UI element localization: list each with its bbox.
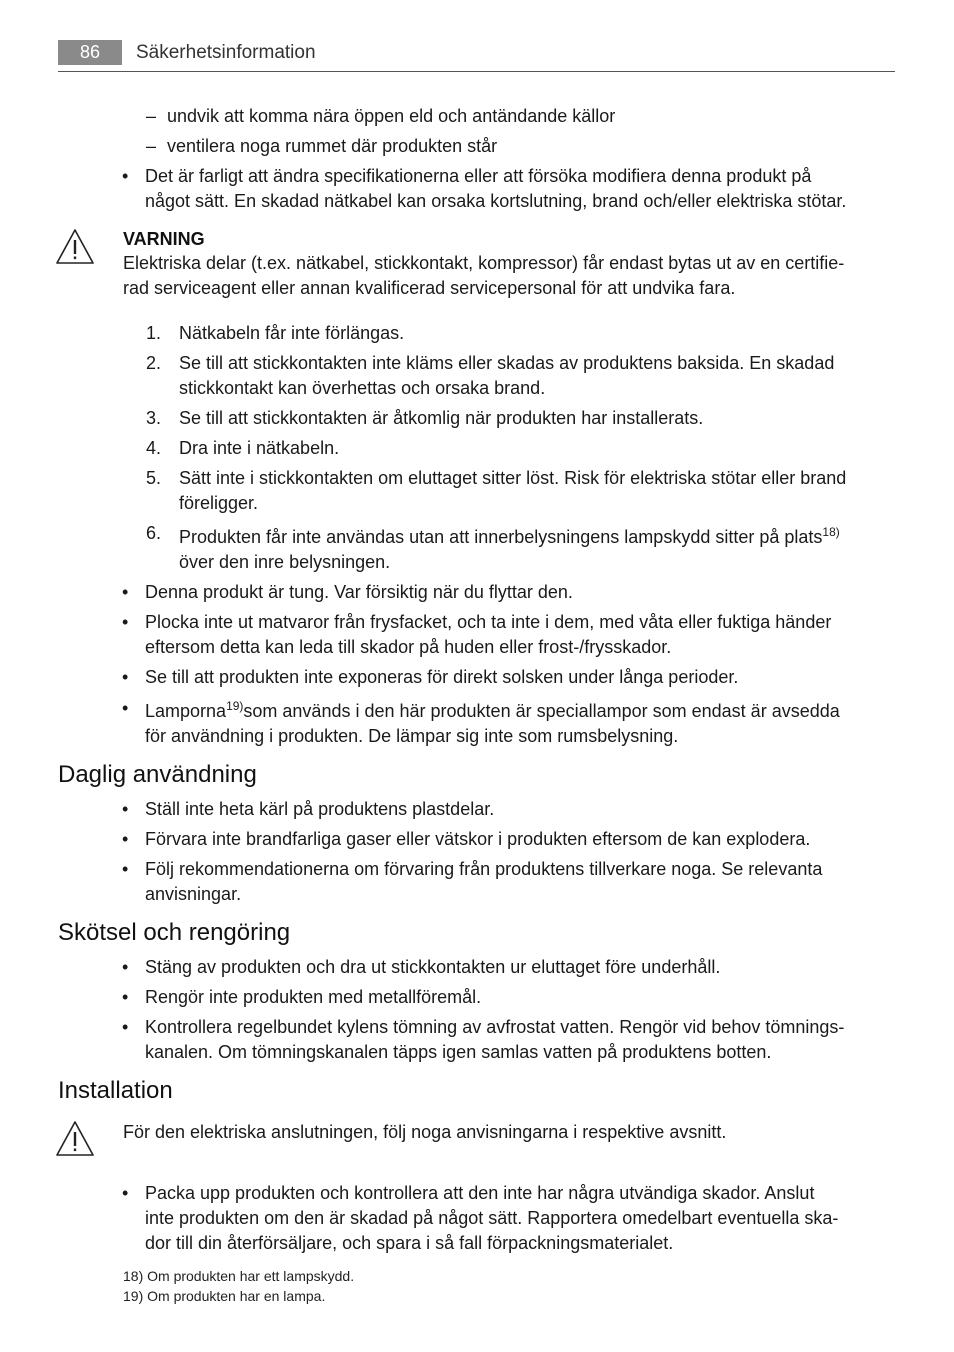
bullet-marker: • [122, 1183, 129, 1203]
dash-item-2: ventilera noga rummet där produkten står [167, 136, 498, 156]
installation-caution-text: För den elektriska anslutningen, följ noga anvisningarna i respektive avsnitt. [123, 1122, 727, 1142]
bullet-lamps-text: som används i den här produkten är speciallampor som endast är avsedda [243, 701, 840, 721]
page-number: 86 [58, 40, 122, 65]
installation-bullet-line-1: Packa upp produkten och kontrollera att den inte har några utvändiga skador. Anslut [145, 1183, 815, 1203]
bullet-freezer-line-1: Plocka inte ut matvaror från frysfacket, och ta inte i dem, med våta eller fuktiga händer [145, 612, 832, 632]
care-bullet-1: Stäng av produkten och dra ut stickkontakten ur eluttaget före underhåll. [145, 957, 721, 977]
section-heading-installation: Installation [58, 1077, 173, 1104]
bullet-marker: • [122, 1017, 129, 1037]
bullet-marker: • [122, 829, 129, 849]
installation-bullet-line-2: inte produkten om den är skadad på något sätt. Rapportera omedelbart eventuella ska- [145, 1208, 839, 1228]
bullet-marker: • [122, 859, 129, 879]
list-number: 3. [146, 408, 162, 428]
intro-bullet-line-2: något sätt. En skadad nätkabel kan orsaka kortslutning, brand och/eller elektriska stötar. [145, 191, 847, 211]
footnote-ref-19: 19) [226, 699, 244, 713]
daily-bullet-1: Ställ inte heta kärl på produktens plastdelar. [145, 799, 495, 819]
care-bullet-3-line-2: kanalen. Om tömningskanalen täpps igen samlas vatten på produktens botten. [145, 1042, 772, 1062]
bullet-marker: • [122, 582, 129, 602]
numbered-item-2-line-1: Se till att stickkontakten inte kläms eller skadas av produktens baksida. En skadad [179, 353, 835, 373]
dash-marker: – [146, 106, 157, 126]
section-heading-care: Skötsel och rengöring [58, 919, 291, 946]
bullet-marker: • [122, 957, 129, 977]
daily-bullet-3-line-1: Följ rekommendationerna om förvaring från produktens tillverkare noga. Se relevanta [145, 859, 823, 879]
intro-bullet-line-1: Det är farligt att ändra specifikationerna eller att försöka modifiera denna produkt på [145, 166, 812, 186]
bullet-heavy-product: Denna produkt är tung. Var försiktig när du flyttar den. [145, 582, 573, 602]
bullet-sunlight: Se till att produkten inte exponeras för direkt solsken under långa perioder. [145, 667, 739, 687]
numbered-item-6-line-1 [179, 525, 840, 550]
numbered-item-6-line-2: över den inre belysningen. [179, 552, 391, 572]
numbered-item-5-line-2: föreligger. [179, 493, 259, 513]
numbered-item-5-line-1: Sätt inte i stickkontakten om eluttaget sitter löst. Risk för elektriska stötar eller brand [179, 468, 847, 488]
list-number: 6. [146, 523, 162, 543]
dash-item-1: undvik att komma nära öppen eld och antändande källor [167, 106, 616, 126]
bullet-marker: • [122, 987, 129, 1007]
bullet-marker: • [122, 166, 129, 186]
dash-marker: – [146, 136, 157, 156]
bullet-marker: • [122, 698, 129, 718]
bullet-marker: • [122, 612, 129, 632]
care-bullet-3-line-1: Kontrollera regelbundet kylens tömning av avfrostat vatten. Rengör vid behov tömnings- [145, 1017, 845, 1037]
footnote-19: 19) Om produkten har en lampa. [123, 1288, 326, 1304]
warning-text-line-2: rad serviceagent eller annan kvalificerad servicepersonal för att undvika fara. [123, 278, 736, 298]
list-number: 2. [146, 353, 162, 373]
daily-bullet-3-line-2: anvisningar. [145, 884, 242, 904]
bullet-lamps-word: Lamporna [145, 701, 227, 721]
warning-title: VARNING [123, 229, 205, 249]
installation-bullet-line-3: dor till din återförsäljare, och spara i så fall förpackningsmaterialet. [145, 1233, 674, 1253]
numbered-item-4: Dra inte i nätkabeln. [179, 438, 340, 458]
warning-text-line-1: Elektriska delar (t.ex. nätkabel, stickkontakt, kompressor) får endast bytas ut av en certifie- [123, 253, 845, 273]
numbered-item-2-line-2: stickkontakt kan överhettas och orsaka brand. [179, 378, 546, 398]
footnote-18: 18) Om produkten har ett lampskydd. [123, 1268, 355, 1284]
numbered-item-1: Nätkabeln får inte förlängas. [179, 323, 405, 343]
page-header [58, 40, 895, 72]
bullet-freezer-line-2: eftersom detta kan leda till skador på huden eller frost-/frysskador. [145, 637, 672, 657]
warning-triangle-icon [55, 1120, 95, 1158]
header-title: Säkerhetsinformation [136, 42, 316, 63]
bullet-lamps-line-2: för användning i produkten. De lämpar sig inte som rumsbelysning. [145, 726, 679, 746]
list-number: 1. [146, 323, 162, 343]
numbered-item-6-text: Produkten får inte användas utan att innerbelysningens lampskydd sitter på plats [179, 527, 823, 547]
list-number: 5. [146, 468, 162, 488]
section-heading-daily-use: Daglig användning [58, 761, 257, 788]
list-number: 4. [146, 438, 162, 458]
daily-bullet-2: Förvara inte brandfarliga gaser eller vätskor i produkten eftersom de kan explodera. [145, 829, 811, 849]
bullet-marker: • [122, 667, 129, 687]
numbered-item-3: Se till att stickkontakten är åtkomlig när produkten har installerats. [179, 408, 704, 428]
bullet-marker: • [122, 799, 129, 819]
footnote-ref-18: 18) [822, 525, 840, 539]
warning-triangle-icon [55, 228, 95, 266]
bullet-lamps-line-1 [145, 699, 840, 724]
care-bullet-2: Rengör inte produkten med metallföremål. [145, 987, 482, 1007]
